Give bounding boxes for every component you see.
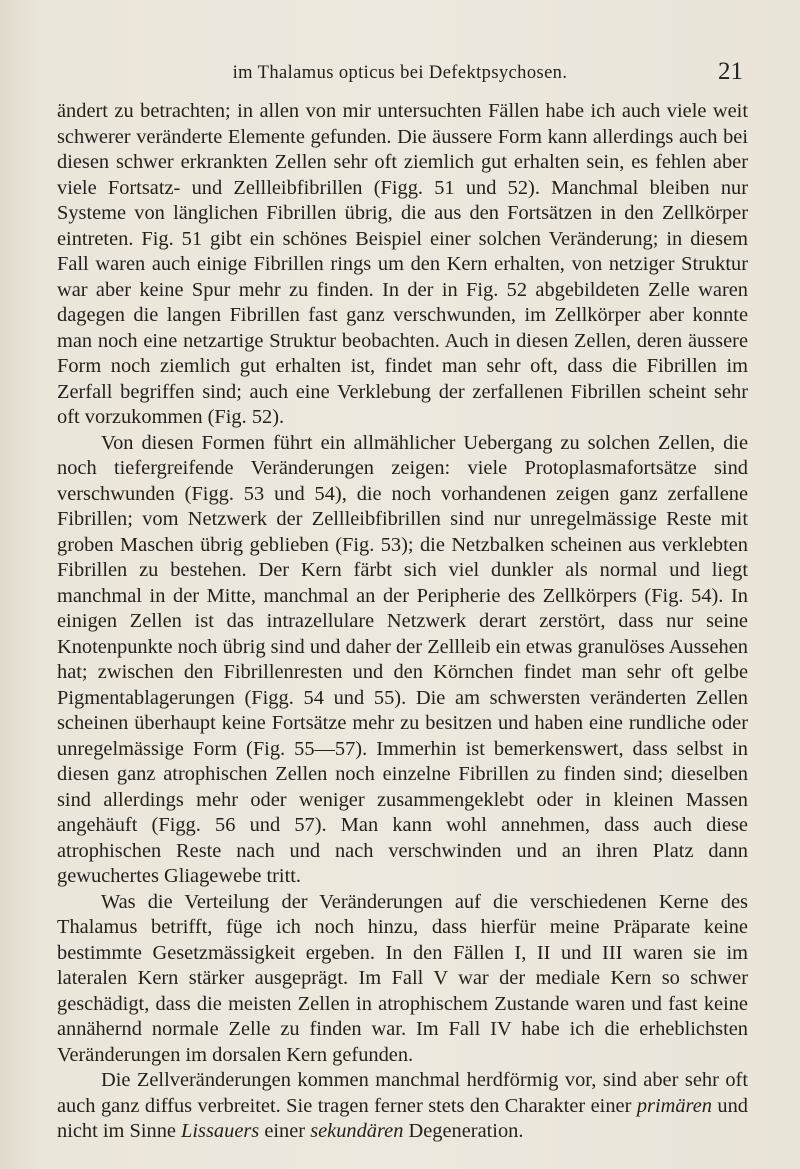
paragraph-4-text-b: und nicht im Sinne (57, 1094, 749, 1142)
running-title: im Thalamus opticus bei Defektpsychosen. (232, 63, 568, 83)
paragraph-4-text-a: Die Zellveränderungen kommen manchmal herdförmig vor, sind aber sehr oft auch ganz diffus verbreitet. Sie tragen ferner stets den Charakter einer (57, 1069, 748, 1117)
body-text (57, 99, 748, 1145)
paragraph-1: ändert zu betrachten; in allen von mir untersuchten Fällen habe ich auch viele weit schwerer veränderte Elemente gefunden. Die äussere Form kann allerdings auch bei diesen schwer erkrankten Zellen sehr oft ziemlich gut erhalten sein, es fehlen aber viele Fortsatz- und Zellleibfibrillen (Figg. 51 und 52). Manchmal bleiben nur Systeme von länglichen Fibrillen übrig, die aus den Fortsätzen in den Zellkörper eintreten. Fig. 51 gibt ein schönes Beispiel einer solchen Veränderung; in diesem Fall waren auch einige Fibrillen rings um den Kern erhalten, von netziger Struktur war aber keine Spur mehr zu finden. In der in Fig. 52 abgebildeten Zelle waren dagegen die langen Fibrillen fast ganz verschwunden, im Zellkörper aber konnte man noch eine netzartige Struktur beobachten. Auch in diesen Zellen, deren äussere Form noch ziemlich gut erhalten ist, findet man sehr oft, dass die Fibrillen im Zerfall begriffen sind; auch eine Verklebung der zerfallenen Fibrillen scheint sehr oft vorzukommen (Fig. 52). (57, 100, 748, 428)
paragraph-4-text-c: einer (259, 1120, 311, 1142)
page-header (0, 57, 800, 97)
italic-term-primaeren: primären (636, 1094, 712, 1117)
paragraph-2: Von diesen Formen führt ein allmählicher Uebergang zu solchen Zellen, die noch tiefergreifende Veränderungen zeigen: viele Protoplasmafortsätze sind verschwunden (Figg. 53 und 54), die noch vorhandenen zeigen ganz zerfallene Fibrillen; vom Netzwerk der Zellleibfibrillen sind nur unregelmässige Reste mit groben Maschen übrig geblieben (Fig. 53); die Netzbalken scheinen aus verklebten Fibrillen zu bestehen. Der Kern färbt sich viel dunkler als normal und liegt manchmal in der Mitte, manchmal an der Peripherie des Zellkörpers (Fig. 54). In einigen Zellen ist das intrazellulare Netzwerk derart zerstört, dass nur seine Knotenpunkte noch übrig sind und daher der Zellleib ein etwas granulöses Aussehen hat; zwischen den Fibrillenresten und den Körnchen findet man sehr oft gelbe Pigmentablagerungen (Figg. 54 und 55). Die am schwersten veränderten Zellen scheinen überhaupt keine Fortsätze mehr zu besitzen und haben eine rundliche oder unregelmässige Form (Fig. 55—57). Immerhin ist bemerkenswert, dass selbst in diesen ganz atrophischen Zellen noch einzelne Fibrillen zu finden sind; dieselben sind allerdings mehr oder weniger zusammengeklebt oder in kleinen Massen angehäuft (Figg. 56 und 57). Man kann wohl annehmen, dass auch diese atrophischen Reste nach und nach verschwinden und an ihren Platz dann gewuchertes Gliagewebe tritt. (57, 431, 748, 887)
paragraph-4-text-d: Degeneration. (403, 1120, 524, 1142)
italic-term-sekundaeren: sekundären (310, 1120, 404, 1142)
page-number: 21 (718, 58, 743, 85)
italic-name-lissauers: Lissauers (181, 1120, 260, 1142)
paragraph-3: Was die Verteilung der Veränderungen auf die verschiedenen Kerne des Thalamus betrifft, füge ich noch hinzu, dass hierfür meine Präparate keine bestimmte Gesetzmässigkeit ergeben. In den Fällen I, II und III waren sie im lateralen Kern stärker ausgeprägt. Im Fall V war der mediale Kern so schwer geschädigt, dass die meisten Zellen in atrophischem Zustande waren und fast keine annähernd normale Zelle zu finden war. Im Fall IV habe ich die erheblichsten Veränderungen im dorsalen Kern gefunden. (57, 890, 748, 1066)
paragraph-4 (57, 1068, 748, 1145)
